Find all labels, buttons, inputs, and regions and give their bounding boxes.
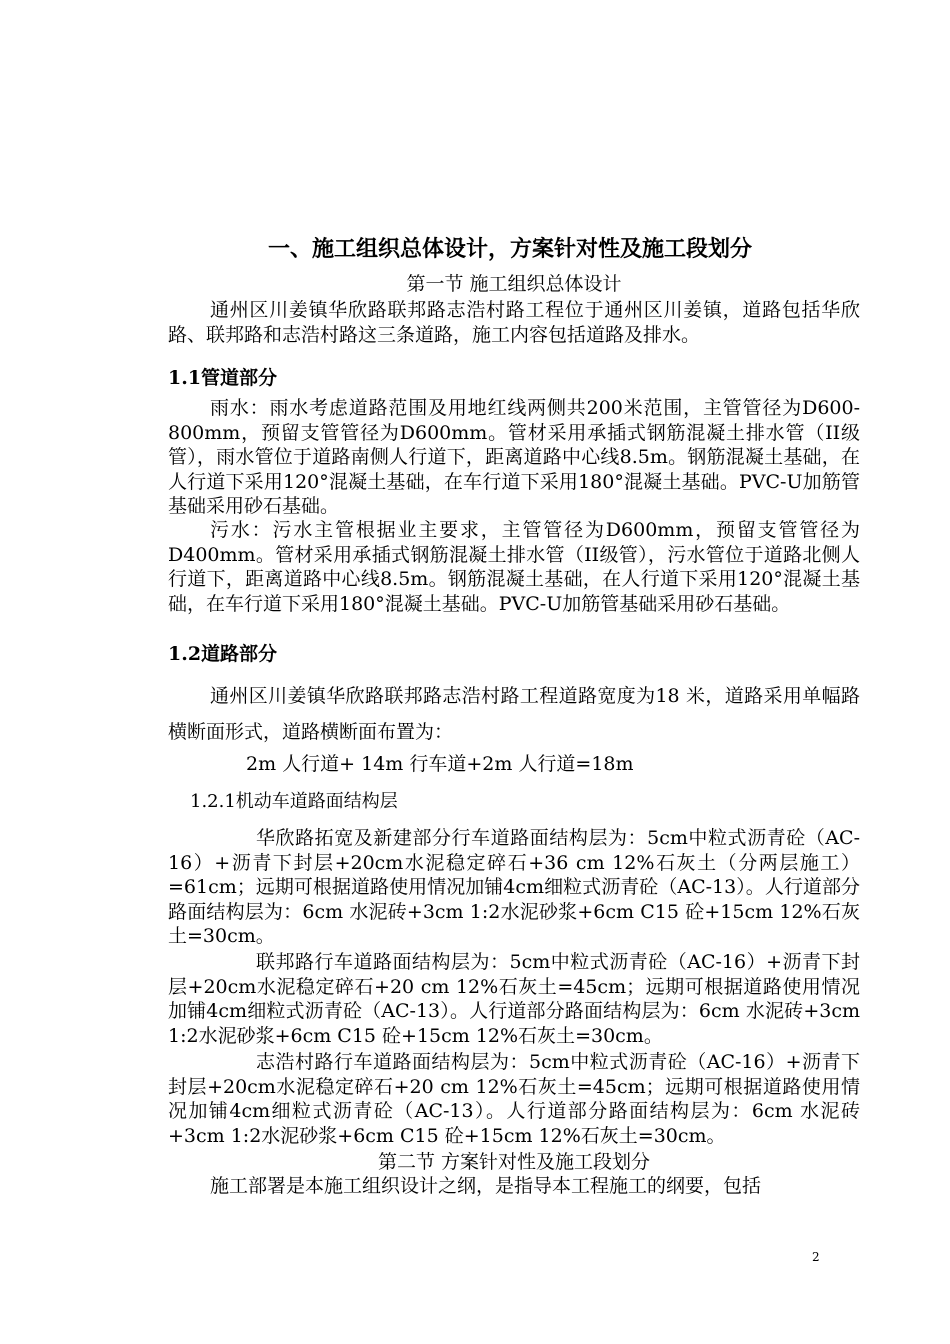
page-number: 2 xyxy=(812,1250,820,1264)
zhihao-paragraph: 志浩村路行车道路面结构层为：5cm中粒式沥青砼（AC-16）+沥青下封层+20cm水泥稳定碎石+20 cm 12%石灰土=45cm；远期可根据道路使用情况加铺4cm细粒式沥青砼（AC-13）。人行道部分路面结构层为：6cm 水泥砖+3cm 1:2水泥砂浆+6cm C15 砼+15cm 12%石灰土=30cm。 xyxy=(168,1051,860,1147)
rain-paragraph: 雨水：雨水考虑道路范围及用地红线两侧共200米范围，主管管径为D600-800mm，预留支管管径为D600mm。管材采用承插式钢筋混凝土排水管（II级管），雨水管位于道路南侧人行道下，距离道路中心线8.5m。钢筋混凝土基础，在人行道下采用120°混凝土基础，在车行道下采用180°混凝土基础。PVC-U加筋管基础采用砂石基础。 xyxy=(168,397,860,518)
lianbang-paragraph: 联邦路行车道路面结构层为：5cm中粒式沥青砼（AC-16）+沥青下封层+20cm水泥稳定碎石+20 cm 12%石灰土=45cm；远期可根据道路使用情况加铺4cm细粒式沥青砼（AC-13）。人行道部分路面结构层为：6cm 水泥砖+3cm 1:2水泥砂浆+6cm C15 砼+15cm 12%石灰土=30cm。 xyxy=(168,951,860,1047)
section-2-title: 第二节 方案针对性及施工段划分 xyxy=(377,1151,651,1173)
road-intro-paragraph: 通州区川姜镇华欣路联邦路志浩村路工程道路宽度为18 米，道路采用单幅路横断面形式，道路横断面布置为： xyxy=(168,685,860,743)
intro-paragraph: 通州区川姜镇华欣路联邦路志浩村路工程位于通州区川姜镇，道路包括华欣路、联邦路和志浩村路这三条道路，施工内容包括道路及排水。 xyxy=(168,299,860,346)
main-title: 一、施工组织总体设计，方案针对性及施工段划分 xyxy=(267,236,752,262)
section-1-title: 第一节 施工组织总体设计 xyxy=(406,273,622,295)
heading-motor-lane: 1.2.1机动车道路面结构层 xyxy=(190,791,398,812)
sewage-paragraph: 污水：污水主管根据业主要求，主管管径为D600mm，预留支管管径为D400mm。管材采用承插式钢筋混凝土排水管（II级管），污水管位于道路北侧人行道下，距离道路中心线8.5m。钢筋混凝土基础，在人行道下采用120°混凝土基础，在车行道下采用180°混凝土基础。PVC-U加筋管基础采用砂石基础。 xyxy=(168,519,860,615)
huaxin-paragraph: 华欣路拓宽及新建部分行车道路面结构层为：5cm中粒式沥青砼（AC-16）+沥青下封层+20cm水泥稳定碎石+36 cm 12%石灰土（分两层施工）=61cm；远期可根据道路使用情况加铺4cm细粒式沥青砼（AC-13）。人行道部分路面结构层为：6cm 水泥砖+3cm 1:2水泥砂浆+6cm C15 砼+15cm 12%石灰土=30cm。 xyxy=(168,827,860,948)
cross-section-formula: 2m 人行道+ 14m 行车道+2m 人行道=18m xyxy=(246,753,634,775)
heading-pipe: 1.1管道部分 xyxy=(168,367,278,389)
deploy-paragraph: 施工部署是本施工组织设计之纲，是指导本工程施工的纲要，包括 xyxy=(210,1175,762,1197)
heading-road: 1.2道路部分 xyxy=(168,643,278,665)
